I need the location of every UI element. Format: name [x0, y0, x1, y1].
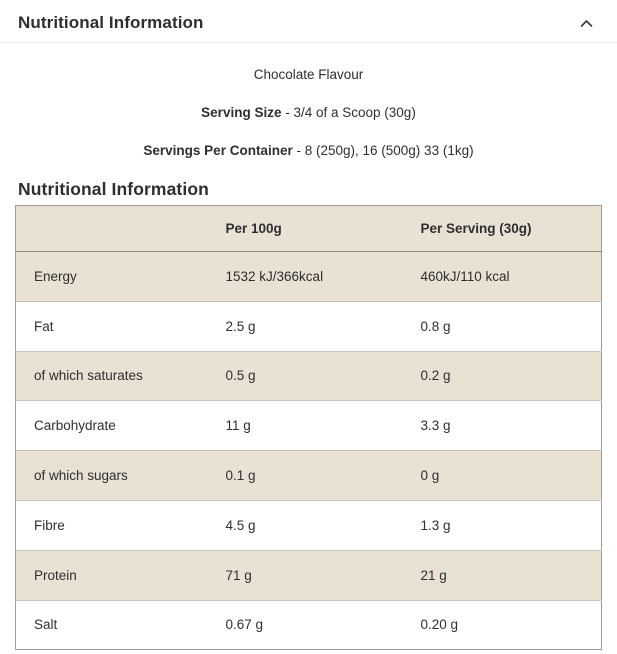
row-label: Salt [34, 617, 58, 633]
nutrition-table-heading: Nutritional Information [18, 179, 209, 199]
row-label: Fat [34, 318, 54, 334]
per-100g-value: 1532 kJ/366kcal [225, 268, 324, 284]
table-row-saturates [16, 351, 602, 401]
row-label: Energy [34, 268, 77, 284]
servings-per-container-value: - 8 (250g), 16 (500g) 33 (1kg) [296, 143, 474, 158]
per-serving-value: 0.20 g [420, 617, 459, 633]
row-label: of which sugars [34, 468, 128, 484]
serving-size-line [0, 105, 617, 120]
per-100g-value: 11 g [225, 418, 251, 434]
table-row-fibre [16, 500, 602, 550]
per-serving-value: 0.2 g [420, 368, 451, 384]
column-header-per-100g: Per 100g [225, 221, 282, 236]
column-header-blank [16, 206, 226, 252]
table-row-fat [16, 301, 602, 351]
row-label: Fibre [34, 517, 65, 533]
serving-size-value: - 3/4 of a Scoop (30g) [285, 105, 416, 120]
serving-size-label: Serving Size [201, 105, 282, 120]
row-label: of which saturates [34, 368, 143, 384]
servings-per-container-line [0, 143, 617, 158]
per-serving-value: 0.8 g [420, 318, 451, 334]
chevron-up-icon[interactable] [580, 19, 593, 28]
product-intro [0, 67, 617, 158]
table-row-sugars [16, 451, 602, 501]
column-header-per-serving: Per Serving (30g) [420, 221, 532, 236]
per-100g-value: 4.5 g [225, 517, 256, 533]
row-label: Carbohydrate [34, 418, 116, 434]
row-label: Protein [34, 567, 77, 583]
per-100g-value: 0.5 g [225, 368, 256, 384]
nutrition-table [15, 205, 602, 650]
per-100g-value: 71 g [225, 567, 252, 583]
per-100g-value: 0.67 g [225, 617, 264, 633]
servings-per-container-label: Servings Per Container [143, 143, 293, 158]
per-serving-value: 3.3 g [420, 418, 451, 434]
per-serving-value: 1.3 g [420, 517, 451, 533]
table-header-row [16, 206, 602, 252]
per-serving-value: 0 g [420, 468, 440, 484]
per-serving-value: 460kJ/110 kcal [420, 268, 510, 284]
table-row-protein [16, 550, 602, 600]
per-100g-value: 2.5 g [225, 318, 256, 334]
table-row-energy [16, 252, 602, 302]
per-serving-value: 21 g [420, 567, 447, 583]
accordion-header-nutritional-information[interactable] [0, 0, 617, 43]
flavour-text: Chocolate Flavour [253, 67, 364, 82]
table-row-carbohydrate [16, 401, 602, 451]
table-row-salt [16, 600, 602, 650]
accordion-title: Nutritional Information [18, 13, 204, 32]
per-100g-value: 0.1 g [225, 468, 256, 484]
